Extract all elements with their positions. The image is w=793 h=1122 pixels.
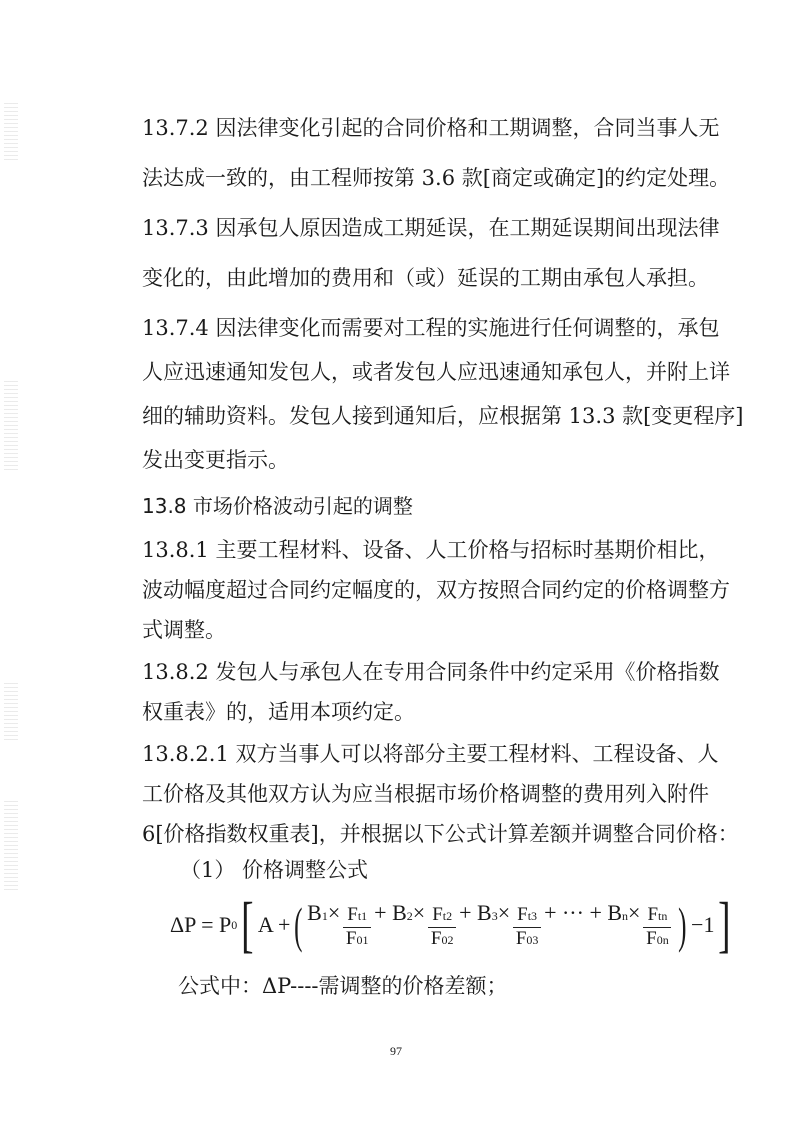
den-f: F	[646, 927, 657, 949]
num-sub: tn	[658, 908, 668, 923]
paragraph-line: 式调整。	[142, 618, 226, 642]
fraction	[513, 904, 541, 951]
paragraph-line: 发出变更指示。	[142, 448, 289, 472]
den-f: F	[515, 927, 527, 949]
num-sub: t2	[442, 908, 453, 923]
term-coef-sub: 2	[406, 908, 413, 923]
formula-bracket: [	[241, 891, 254, 959]
denominator	[431, 928, 454, 951]
num-sub: t1	[357, 908, 368, 923]
numerator	[513, 904, 541, 928]
fraction	[428, 904, 456, 951]
term-coef: B	[607, 899, 623, 925]
formula-terms	[307, 900, 674, 951]
term-coef: B	[307, 899, 322, 925]
fraction	[643, 904, 671, 951]
num-f: F	[432, 903, 443, 925]
scan-noise	[4, 380, 18, 470]
paragraph-line: 权重表》的，适用本项约定。	[142, 700, 415, 724]
paragraph-line: 6[价格指数权重表]，并根据以下公式计算差额并调整合同价格：	[142, 822, 739, 846]
formula-paren: )	[678, 897, 687, 953]
num-f: F	[647, 903, 659, 925]
paragraph-line: 波动幅度超过合同约定幅度的，双方按照合同约定的价格调整方	[142, 578, 730, 602]
den-f: F	[430, 927, 442, 949]
den-sub: 02	[441, 932, 454, 947]
paragraph-line: 13.8.2.1 双方当事人可以将部分主要工程材料、工程设备、人	[142, 742, 719, 766]
plus-sign: +	[374, 899, 387, 925]
paragraph-line: 人应迅速通知发包人，或者发包人应迅速通知承包人，并附上详	[142, 360, 730, 384]
den-sub: 01	[356, 932, 369, 947]
formula-term	[392, 899, 477, 949]
plus-sign: +	[459, 899, 472, 925]
times-sign: ×	[628, 899, 641, 925]
formula-lhs: ΔP = P	[170, 912, 232, 937]
den-f: F	[345, 927, 357, 949]
term-coef-sub: 3	[491, 908, 498, 923]
times-sign: ×	[497, 899, 511, 925]
num-sub: t3	[527, 908, 538, 923]
formula-lhs-sub: 0	[231, 917, 238, 932]
paragraph-line: 工价格及其他双方认为应当根据市场价格调整的费用列入附件	[142, 782, 709, 806]
times-sign: ×	[327, 899, 341, 925]
times-sign: ×	[412, 899, 426, 925]
formula-bracket: ]	[718, 891, 731, 959]
fraction	[343, 904, 371, 951]
paragraph-line: 13.8.2 发包人与承包人在专用合同条件中约定采用《价格指数	[142, 660, 720, 684]
scan-noise	[4, 800, 18, 890]
formula-term	[307, 899, 392, 949]
denominator	[516, 928, 539, 951]
plus-sign: + ··· +	[544, 899, 602, 925]
formula-a: A +	[257, 912, 291, 937]
numerator	[428, 904, 456, 928]
formula-legend-line: 公式中：ΔP----需调整的价格差额；	[178, 974, 508, 998]
paragraph-line: 变化的，由此增加的费用和（或）延误的工期由承包人承担。	[142, 266, 709, 290]
num-f: F	[347, 903, 358, 925]
paragraph-line: 细的辅助资料。发包人接到通知后，应根据第 13.3 款[变更程序]	[142, 404, 744, 428]
denominator	[346, 928, 369, 951]
numerator	[343, 904, 371, 928]
formula-minus-one: −1	[691, 912, 715, 937]
term-coef: B	[392, 899, 407, 925]
paragraph-line: 13.7.3 因承包人原因造成工期延误，在工期延误期间出现法律	[142, 216, 720, 240]
den-sub: 0n	[656, 932, 669, 947]
formula-caption: （1） 价格调整公式	[180, 858, 369, 882]
denominator	[646, 928, 669, 951]
formula-term	[607, 899, 674, 949]
formula-term	[477, 899, 607, 949]
paragraph-line: 法达成一致的，由工程师按第 3.6 款[商定或确定]的约定处理。	[142, 166, 731, 190]
num-f: F	[517, 903, 528, 925]
term-coef-sub: n	[622, 908, 629, 923]
paragraph-line: 13.7.4 因法律变化而需要对工程的实施进行任何调整的，承包	[142, 316, 720, 340]
scan-noise	[4, 100, 18, 160]
scan-noise	[4, 680, 18, 740]
den-sub: 03	[526, 932, 539, 947]
term-coef: B	[477, 899, 492, 925]
page-number: 97	[390, 1044, 402, 1058]
section-heading: 13.8 市场价格波动引起的调整	[142, 494, 413, 518]
term-coef-sub: 1	[321, 908, 328, 923]
formula-paren: (	[294, 897, 303, 953]
numerator	[643, 904, 671, 928]
paragraph-line: 13.8.1 主要工程材料、设备、人工价格与招标时基期价相比，	[142, 538, 720, 562]
paragraph-line: 13.7.2 因法律变化引起的合同价格和工期调整，合同当事人无	[142, 116, 720, 140]
price-adjustment-formula	[170, 892, 735, 958]
